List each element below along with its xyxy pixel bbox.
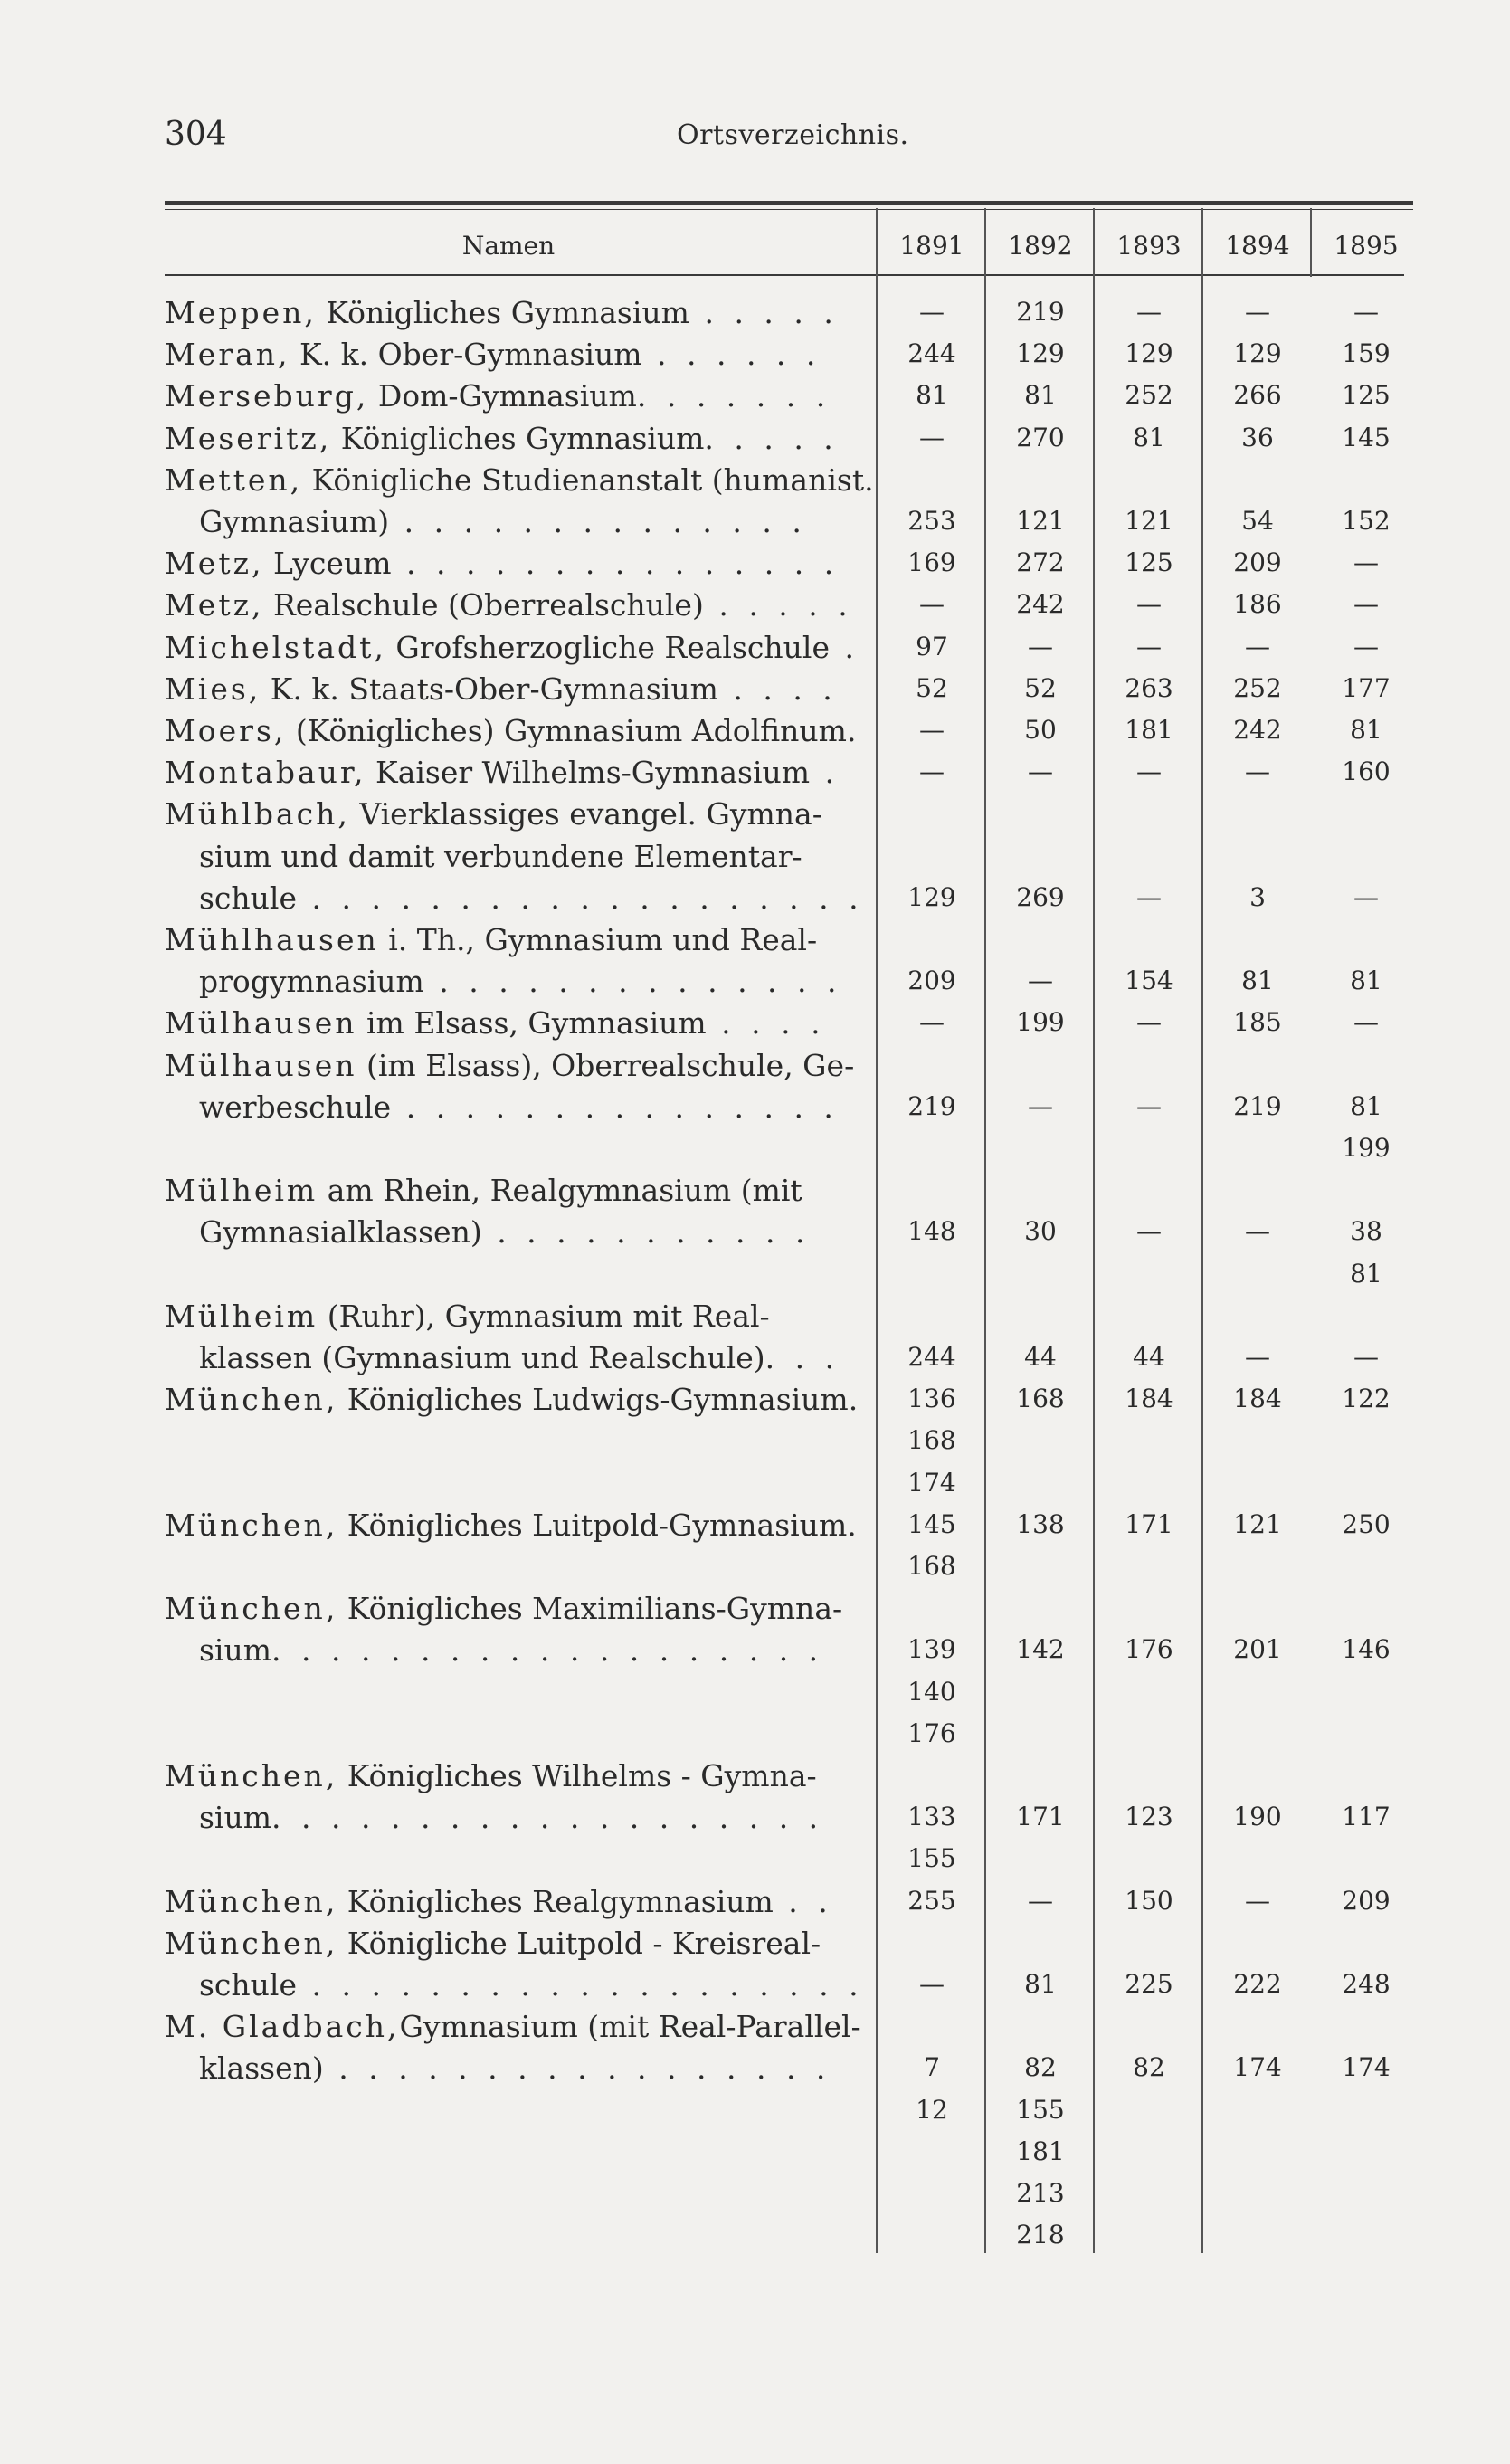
entry-name-line (165, 629, 859, 665)
value-1895: 38 (1350, 1216, 1382, 1247)
institution-text: Königliches Gymnasium (316, 295, 689, 330)
value-1894: 186 (1233, 589, 1282, 620)
value-1895: 177 (1342, 672, 1391, 703)
entry-name-line (199, 1340, 849, 1375)
institution-text: Königliche Studienanstalt (humanist. (302, 461, 874, 498)
value-1891: 81 (916, 380, 948, 411)
institution-text: schule (199, 1967, 298, 2003)
value-1892: 81 (1024, 380, 1057, 411)
value-1893: 44 (1133, 1342, 1165, 1372)
dot-leaders: . (846, 713, 862, 748)
place-name: Metz, (165, 587, 264, 623)
institution-text: Königliches Wilhelms - Gymna- (337, 1758, 817, 1793)
column-header-year: 1894 (1225, 231, 1290, 261)
place-name: M. Gladbach, (165, 2009, 400, 2045)
value-1891: 145 (907, 1508, 956, 1539)
value-1893: 154 (1125, 966, 1173, 996)
entry-name-line (165, 1884, 849, 1919)
value-1895: 81 (1350, 1090, 1382, 1121)
column-header-year: 1893 (1116, 231, 1182, 261)
dot-leaders: . (810, 755, 840, 791)
dot-leaders: . . . . . (704, 420, 839, 456)
value-1892: — (1028, 1090, 1053, 1121)
value-1893: — (1136, 631, 1162, 661)
entry-name-line (165, 378, 849, 414)
value-1891: — (919, 715, 945, 745)
value-1895: 146 (1342, 1634, 1391, 1665)
value-1892: 242 (1016, 589, 1065, 620)
institution-text: Realschule (Oberrealschule) (263, 587, 704, 623)
value-1891: 7 (924, 2052, 940, 2083)
entry-name-line (165, 2009, 861, 2045)
value-1893: — (1136, 1007, 1162, 1038)
value-1891: 139 (907, 1634, 956, 1665)
value-1894: 185 (1233, 1007, 1282, 1038)
value-1895: 125 (1342, 380, 1391, 411)
value-1895: — (1353, 547, 1379, 578)
value-1892: 138 (1016, 1508, 1065, 1539)
value-1894: — (1245, 756, 1270, 787)
value-1894: 184 (1233, 1384, 1282, 1414)
value-1892: 44 (1024, 1342, 1057, 1372)
place-name: Mülhausen (165, 1047, 357, 1083)
value-1894: — (1245, 297, 1270, 327)
entry-name-line (199, 1089, 849, 1125)
entry-name-line (165, 1173, 849, 1208)
value-1895: 199 (1342, 1133, 1391, 1163)
institution-text: klassen) (199, 2050, 324, 2087)
value-1894: 242 (1233, 715, 1282, 745)
value-1892: 269 (1016, 881, 1065, 912)
value-1893: — (1136, 1216, 1162, 1247)
dot-leaders: . . . (764, 1340, 840, 1375)
value-1891: 219 (907, 1090, 956, 1121)
value-1894: 252 (1233, 672, 1282, 703)
entry-name-line (165, 1758, 849, 1793)
place-name: München, (165, 1382, 338, 1418)
institution-text: i. Th., Gymnasium und Real- (378, 922, 818, 957)
entry-name-line (165, 1299, 849, 1334)
value-1892: 82 (1024, 2052, 1057, 2083)
place-name: Meran, (165, 337, 290, 373)
value-1894: 3 (1249, 881, 1266, 912)
value-1892: 52 (1024, 672, 1057, 703)
value-1895: 145 (1342, 422, 1391, 452)
value-1891: 176 (907, 1717, 956, 1748)
value-1894: 174 (1233, 2052, 1282, 2083)
institution-text: K. k. Staats-Ober-Gymnasium (261, 671, 718, 707)
column-header-year: 1891 (899, 231, 964, 261)
place-name: München, (165, 1507, 338, 1543)
institution-text: Lyceum (263, 546, 392, 582)
value-1892: 121 (1016, 506, 1065, 536)
place-name: Mülheim (165, 1173, 318, 1209)
value-1895: 160 (1342, 756, 1391, 787)
value-1892: 30 (1024, 1216, 1057, 1247)
entry-name-line (165, 671, 849, 707)
table-top-rule (165, 201, 1413, 205)
entry-name-line (165, 1047, 855, 1083)
place-name: München, (165, 1883, 338, 1919)
institution-text: klassen (Gymnasium und Realschule) (199, 1340, 765, 1375)
entry-name-line (199, 504, 849, 539)
value-1893: — (1136, 1090, 1162, 1121)
value-1892: — (1028, 1885, 1053, 1916)
institution-text: sium und damit verbundene Elementar- (199, 838, 802, 874)
value-1894: 201 (1233, 1634, 1282, 1665)
value-1893: — (1136, 881, 1162, 912)
place-name: Mülhausen (165, 1005, 357, 1042)
table-top-rule-thin (165, 209, 1413, 210)
place-name: Mülheim (165, 1298, 318, 1334)
value-1895: 152 (1342, 506, 1391, 536)
value-1893: 123 (1125, 1802, 1173, 1832)
place-name: Metten, (165, 461, 303, 498)
value-1891: — (919, 589, 945, 620)
value-1891: 169 (907, 547, 956, 578)
value-1891: 97 (916, 631, 948, 661)
value-1892: 199 (1016, 1007, 1065, 1038)
dot-leaders: . . . . . (689, 295, 839, 330)
dot-leaders: . . . . . . . . . . . . . . . . . . . (271, 1800, 824, 1836)
place-name: Merseburg, (165, 378, 369, 414)
value-1894: 121 (1233, 1508, 1282, 1539)
entry-name-line (199, 1214, 849, 1250)
value-1891: 174 (907, 1467, 956, 1498)
dot-leaders: . . (773, 1883, 833, 1919)
dot-leaders: . . . . (706, 1005, 826, 1042)
entry-name-line (165, 421, 849, 456)
entry-name-line (165, 1507, 862, 1543)
institution-text: werbeschule (199, 1089, 392, 1125)
value-1892: 171 (1016, 1802, 1065, 1832)
value-1891: — (919, 1969, 945, 1999)
value-1895: — (1353, 881, 1379, 912)
value-1893: — (1136, 589, 1162, 620)
entry-name-line (165, 337, 849, 372)
place-name: Meseritz, (165, 420, 332, 456)
value-1892: 213 (1016, 2178, 1065, 2208)
column-header-year: 1892 (1008, 231, 1073, 261)
value-1891: 136 (907, 1384, 956, 1414)
value-1895: 174 (1342, 2052, 1391, 2083)
value-1891: 168 (907, 1551, 956, 1581)
value-1893: 263 (1125, 672, 1173, 703)
value-1891: 244 (907, 338, 956, 369)
entry-name-line (199, 880, 864, 916)
institution-text: (im Elsass), Oberrealschule, Ge- (356, 1047, 855, 1083)
dot-leaders: . . . . . . . . . . . . . . . . . . . (271, 1632, 824, 1669)
value-1891: — (919, 1007, 945, 1038)
entry-name-line (165, 461, 874, 498)
value-1893: 150 (1125, 1885, 1173, 1916)
institution-text: K. k. Ober-Gymnasium (290, 337, 642, 373)
institution-text: im Elsass, Gymnasium (356, 1005, 707, 1042)
value-1893: 171 (1125, 1508, 1173, 1539)
institution-text: Vierklassiges evangel. Gymna- (349, 796, 822, 832)
value-1894: 81 (1241, 966, 1274, 996)
entry-name-line (165, 1005, 849, 1041)
value-1891: — (919, 297, 945, 327)
dot-leaders: . (847, 1507, 862, 1543)
value-1894: — (1245, 1885, 1270, 1916)
entry-name-line (199, 1967, 864, 2003)
value-1891: 148 (907, 1216, 956, 1247)
institution-text: Königliche Luitpold - Kreisreal- (337, 1925, 821, 1961)
value-1894: 36 (1241, 422, 1274, 452)
institution-text: Gymnasium (mit Real-Parallel- (399, 2009, 861, 2045)
value-1891: 129 (907, 881, 956, 912)
value-1892: — (1028, 756, 1053, 787)
value-1893: — (1136, 756, 1162, 787)
value-1895: — (1353, 589, 1379, 620)
value-1892: 181 (1016, 2136, 1065, 2166)
entry-name-line (165, 796, 849, 832)
dot-leaders: . . . . . . . . . . . . . . (423, 964, 842, 1000)
value-1893: — (1136, 297, 1162, 327)
value-1891: 52 (916, 672, 948, 703)
value-1891: 140 (907, 1676, 956, 1707)
value-1893: 252 (1125, 380, 1173, 411)
value-1891: 255 (907, 1885, 956, 1916)
value-1892: 50 (1024, 715, 1057, 745)
institution-text: am Rhein, Realgymnasium (mit (318, 1173, 802, 1209)
column-header-year: 1895 (1334, 231, 1399, 261)
value-1892: 272 (1016, 547, 1065, 578)
column-header-name: Namen (461, 231, 556, 261)
entry-name-line (165, 713, 862, 748)
entry-name-line (199, 2050, 849, 2086)
value-1894: 129 (1233, 338, 1282, 369)
value-1894: — (1245, 1342, 1270, 1372)
value-1895: — (1353, 1342, 1379, 1372)
value-1895: 81 (1350, 966, 1382, 996)
value-1892: 155 (1016, 2094, 1065, 2125)
value-1893: 184 (1125, 1384, 1173, 1414)
entry-name-line (165, 546, 849, 581)
value-1892: — (1028, 966, 1053, 996)
value-1892: 218 (1016, 2220, 1065, 2250)
place-name: Montabaur, (165, 755, 366, 791)
value-1891: 244 (907, 1342, 956, 1372)
place-name: München, (165, 1758, 338, 1793)
dot-leaders: . . . . . . . . . . . . . . . . . (323, 2050, 831, 2087)
value-1895: 122 (1342, 1384, 1391, 1414)
dot-leaders: . . . . . (703, 587, 853, 623)
value-1895: 81 (1350, 1258, 1382, 1289)
value-1892: 219 (1016, 297, 1065, 327)
entry-name-line (199, 964, 849, 999)
value-1891: 168 (907, 1425, 956, 1456)
place-name: Mies, (165, 671, 261, 707)
value-1892: 81 (1024, 1969, 1057, 1999)
dot-leaders: . . . . (717, 671, 838, 707)
value-1892: 168 (1016, 1384, 1065, 1414)
value-1892: 270 (1016, 422, 1065, 452)
value-1893: 125 (1125, 547, 1173, 578)
value-1893: 121 (1125, 506, 1173, 536)
institution-text: Grofsherzogliche Realschule (385, 629, 830, 665)
value-1893: 82 (1133, 2052, 1165, 2083)
institution-text: Gymnasium) (199, 504, 390, 539)
dot-leaders: . (848, 1382, 864, 1418)
value-1893: 225 (1125, 1969, 1173, 1999)
value-1895: 117 (1342, 1802, 1391, 1832)
value-1895: 248 (1342, 1969, 1391, 1999)
dot-leaders: . . . . . . . . . . . . . . . (391, 1089, 839, 1125)
value-1894: 54 (1241, 506, 1274, 536)
institution-text: (Ruhr), Gymnasium mit Real- (318, 1298, 770, 1334)
value-1891: 253 (907, 506, 956, 536)
entry-name-line (165, 1926, 849, 1961)
value-1893: 81 (1133, 422, 1165, 452)
value-1895: — (1353, 1007, 1379, 1038)
value-1891: 133 (907, 1802, 956, 1832)
entry-name-line (165, 587, 853, 623)
institution-text: Königliches Ludwigs-Gymnasium (337, 1382, 849, 1418)
institution-text: Kaiser Wilhelms-Gymnasium (366, 755, 811, 791)
entry-name-line (165, 295, 849, 330)
dot-leaders: . . . . . . . (636, 378, 831, 414)
dot-leaders: . . . . . . . . . . . . . . (389, 504, 807, 539)
entry-name-line (165, 1591, 849, 1626)
value-1894: 190 (1233, 1802, 1282, 1832)
institution-text: Königliches Realgymnasium (337, 1883, 774, 1919)
institution-text: Königliches Maximilians-Gymna- (337, 1591, 843, 1627)
value-1892: 129 (1016, 338, 1065, 369)
place-name: München, (165, 1925, 338, 1961)
value-1891: 155 (907, 1843, 956, 1874)
entry-name-line (165, 755, 849, 790)
entry-name-line (199, 1632, 849, 1668)
dot-leaders: . . . . . . . . . . . (481, 1214, 811, 1251)
value-1895: — (1353, 297, 1379, 327)
place-name: Michelstadt, (165, 629, 386, 665)
place-name: Mühlbach, (165, 796, 350, 832)
value-1893: 176 (1125, 1634, 1173, 1665)
dot-leaders: . . . . . . . . . . . . . . . . . . . (297, 1967, 864, 2003)
institution-text: Dom-Gymnasium (368, 378, 637, 414)
value-1894: 219 (1233, 1090, 1282, 1121)
entry-name-line (165, 922, 849, 957)
value-1895: 159 (1342, 338, 1391, 369)
page-title: Ortsverzeichnis. (677, 119, 909, 151)
institution-text: schule (199, 880, 298, 916)
value-1893: 181 (1125, 715, 1173, 745)
value-1894: 209 (1233, 547, 1282, 578)
place-name: Moers, (165, 713, 287, 748)
value-1894: — (1245, 1216, 1270, 1247)
value-1892: 142 (1016, 1634, 1065, 1665)
value-1891: — (919, 756, 945, 787)
institution-text: Gymnasialklassen) (199, 1214, 482, 1251)
value-1894: 222 (1233, 1969, 1282, 1999)
institution-text: progymnasium (199, 964, 424, 1000)
dot-leaders: . . . . . . . . . . . . . . . (391, 546, 840, 582)
entry-name-line (199, 839, 849, 874)
value-1891: 209 (907, 966, 956, 996)
place-name: Metz, (165, 546, 264, 582)
dot-leaders: . . . . . . . . . . . . . . . . . . . (297, 880, 864, 916)
institution-text: sium (199, 1800, 272, 1836)
place-name: Mühlhausen (165, 922, 379, 957)
entry-name-line (199, 1800, 849, 1835)
value-1893: 129 (1125, 338, 1173, 369)
entry-name-line (165, 1382, 864, 1418)
value-1894: — (1245, 631, 1270, 661)
institution-text: sium (199, 1632, 272, 1669)
institution-text: Königliches Gymnasium (331, 420, 705, 456)
value-1895: 81 (1350, 715, 1382, 745)
place-name: München, (165, 1591, 338, 1627)
value-1895: 209 (1342, 1885, 1391, 1916)
value-1894: 266 (1233, 380, 1282, 411)
page-number: 304 (165, 116, 227, 153)
value-1892: — (1028, 631, 1053, 661)
value-1891: — (919, 422, 945, 452)
value-1891: 12 (916, 2094, 948, 2125)
header-bottom-rule (165, 274, 1404, 276)
value-1895: 250 (1342, 1508, 1391, 1539)
value-1895: — (1353, 631, 1379, 661)
institution-text: Königliches Luitpold-Gymnasium (337, 1507, 848, 1543)
institution-text: (Königliches) Gymnasium Adolfinum (286, 713, 847, 748)
dot-leaders: . . . . . . (641, 337, 821, 373)
place-name: Meppen, (165, 295, 317, 330)
dot-leaders: . (829, 629, 859, 665)
